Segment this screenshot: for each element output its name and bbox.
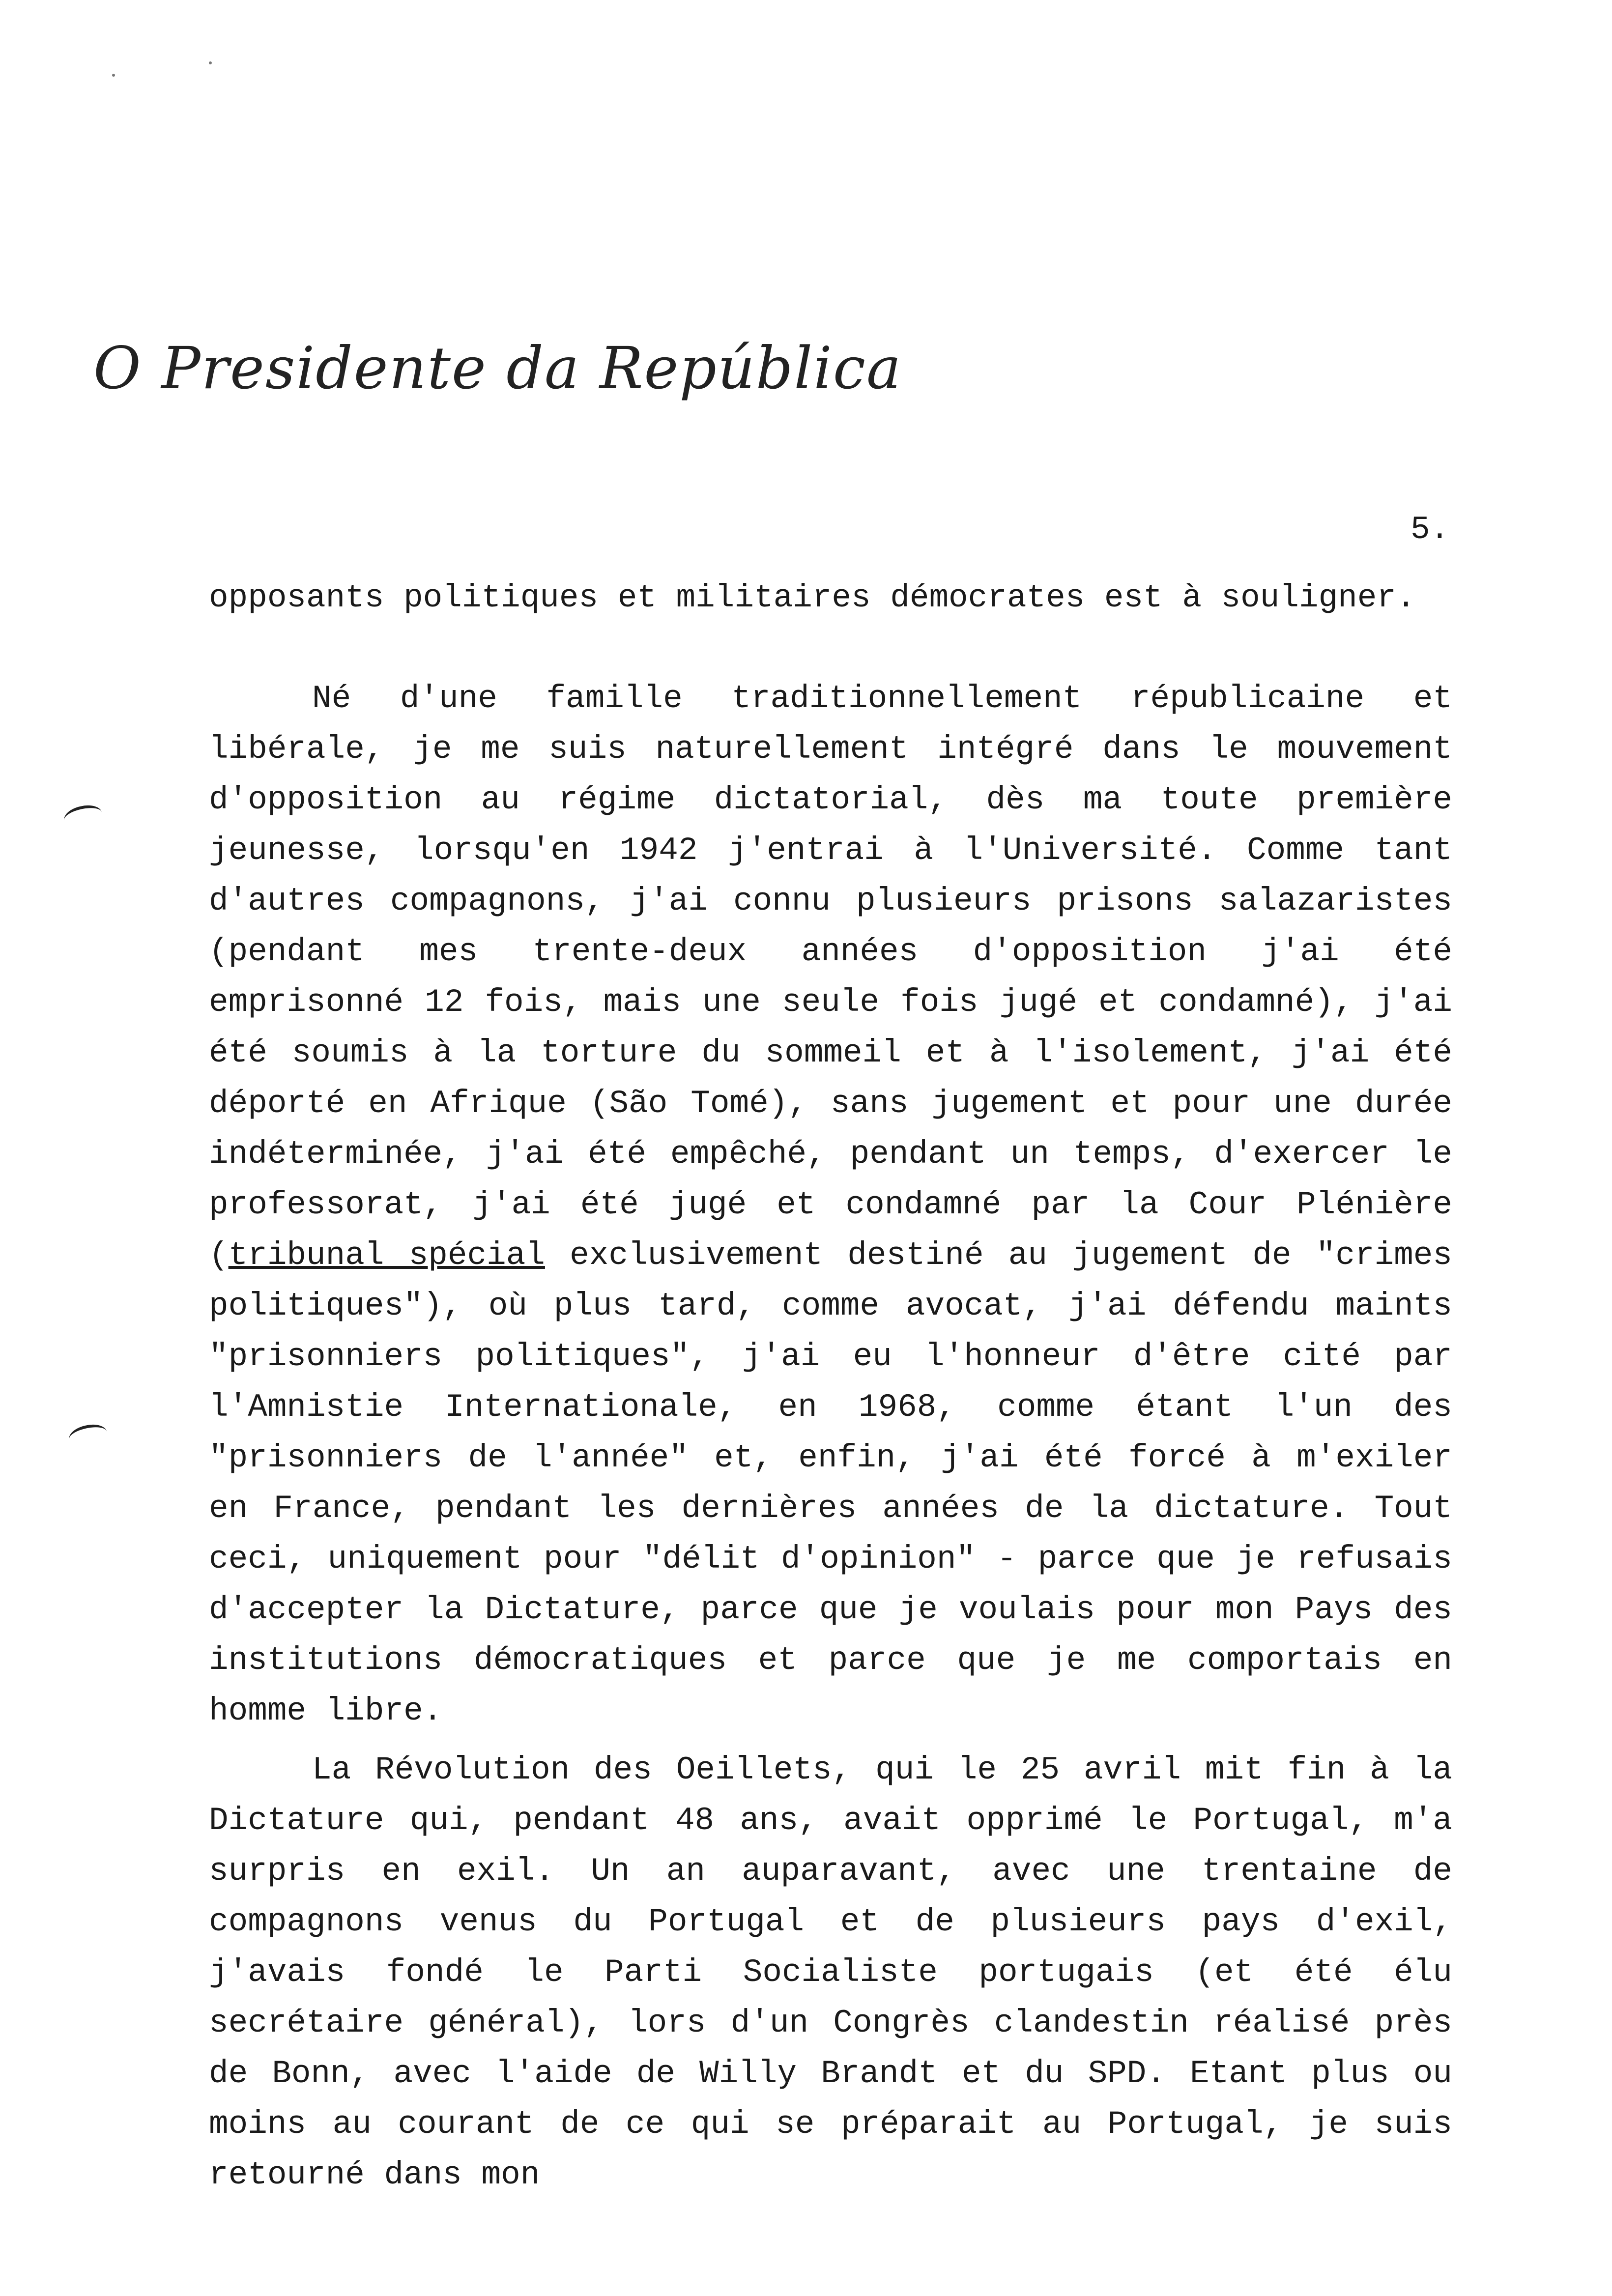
scan-speck [112, 74, 115, 77]
paragraph-biography [209, 673, 1452, 1736]
paragraph-text: exclusivement destiné au jugement de "crimes politiques"), où plus tard, comme avocat, j'ai défendu maints "prisonniers politiques", j'ai eu l'honneur d'être cité par l'Amnistie Internationale, en 1968, comme étant l'un des "prisonniers de l'année" et, enfin, j'ai été forcé à m'exiler en France, pendant les dernières années de la dictature. Tout ceci, uniquement pour "délit d'opinion" - parce que je refusais d'accepter la Dictature, parce que je voulais pour mon Pays des institutions démocratiques et parce que je me comportais en homme libre. [209, 1237, 1453, 1729]
scan-speck [209, 61, 212, 64]
margin-bracket-mark [62, 802, 104, 830]
underlined-phrase: tribunal spécial [228, 1237, 545, 1274]
paragraph-revolution: La Révolution des Oeillets, qui le 25 avril mit fin à la Dictature qui, pendant 48 ans, avait opprimé le Portugal, m'a surpris en exil. Un an auparavant, avec une trentaine de compagnons venus du Portugal et de plusieurs pays d'exil, j'avais fondé le Parti Socialiste portugais (et été élu secrétaire général), lors d'un Congrès clandestin réalisé près de Bonn, avec l'aide de Willy Brandt et du SPD. Etant plus ou moins au courant de ce qui se préparait au Portugal, je suis retourné dans mon [209, 1751, 1452, 2193]
paragraph-continuation: opposants politiques et militaires démocrates est à souligner. [209, 579, 1416, 616]
page-number: 5. [1410, 511, 1450, 548]
letterhead-title: O Presidente da República [93, 334, 902, 402]
margin-bracket-mark [67, 1421, 109, 1449]
paragraph-text: Né d'une famille traditionnellement républicaine et libérale, je me suis naturellement intégré dans le mouvement d'opposition au régime dictatorial, dès ma toute première jeunesse, lorsqu'en 1942 j'entrai à l'Université. Comme tant d'autres compagnons, j'ai connu plusieurs prisons salazaristes (pendant mes trente-deux années d'opposition j'ai été emprisonné 12 fois, mais une seule fois jugé et condamné), j'ai été soumis à la torture du sommeil et à l'isolement, j'ai été déporté en Afrique (São Tomé), sans jugement et pour une durée indéterminée, j'ai été empêché, pendant un temps, d'exercer le professorat, j'ai été jugé et condamné par la Cour Plénière ( [209, 680, 1452, 1274]
